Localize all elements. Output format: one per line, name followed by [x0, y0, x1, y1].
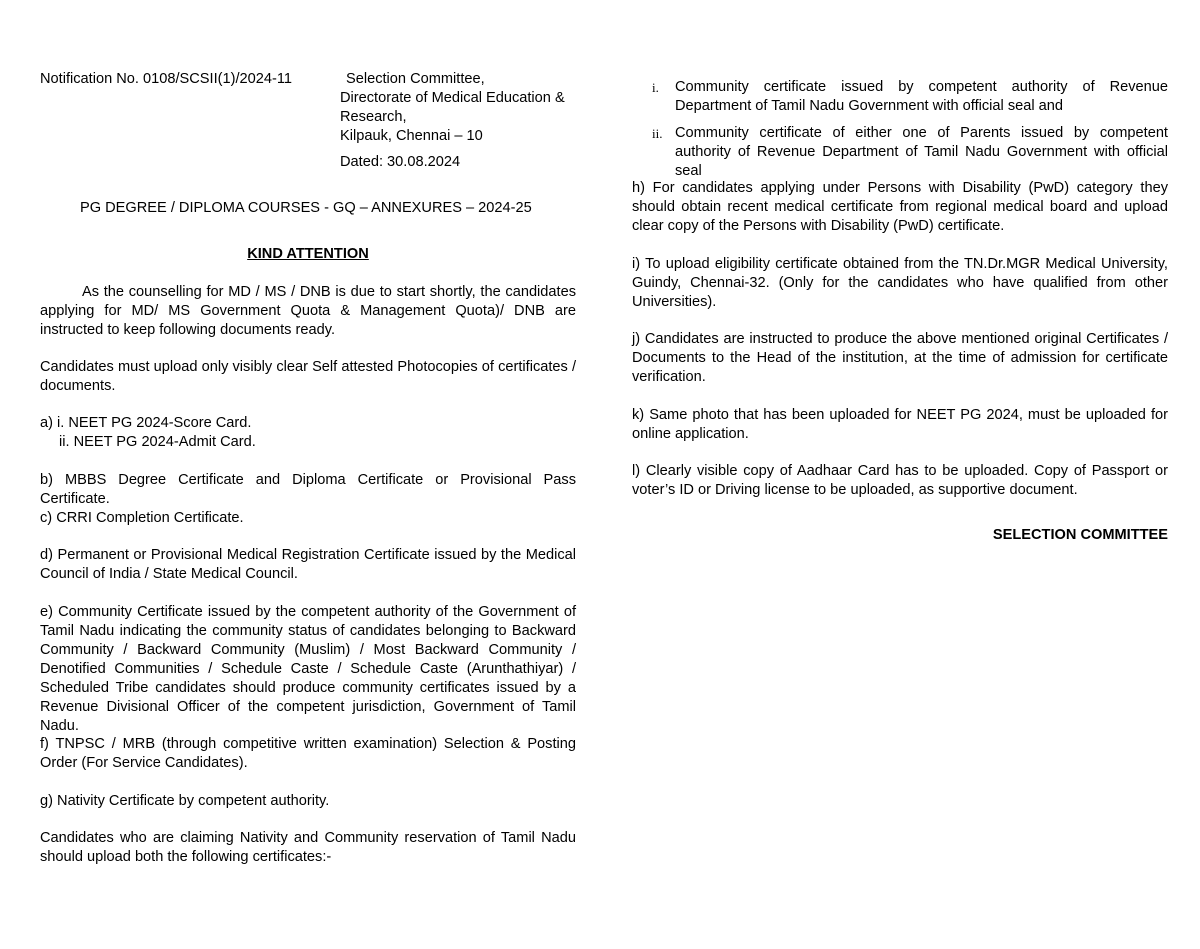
issuer-line: Research, [340, 109, 407, 125]
item-l: l) Clearly visible copy of Aadhaar Card has to be uploaded. Copy of Passport or voter’s ID or Driving license to be uploaded, as supportive document. [632, 463, 1168, 498]
item-j: j) Candidates are instructed to produce the above mentioned original Certificates / Documents to the Head of the institution, at the time of admission for certificate verification. [632, 331, 1168, 385]
item-h: h) For candidates applying under Persons with Disability (PwD) category they should obtain recent medical certificate from regional medical board and upload clear copy of the Persons with Disability (PwD) certificate. [632, 180, 1168, 234]
upload-note: Candidates must upload only visibly clear Self attested Photocopies of certificates / documents. [40, 359, 576, 394]
item-b: b) MBBS Degree Certificate and Diploma Certificate or Provisional Pass Certificate. [40, 472, 576, 507]
item-d: d) Permanent or Provisional Medical Registration Certificate issued by the Medical Council of India / State Medical Council. [40, 547, 576, 582]
kind-attention-heading: KIND ATTENTION [247, 246, 369, 262]
issuer-line: Directorate of Medical Education & [340, 90, 565, 106]
item-e: e) Community Certificate issued by the competent authority of the Government of Tamil Nadu indicating the community status of candidates belonging to Backward Community / Backward Community (Muslim) / Most Backward Community / Denotified Communities / Schedule Caste / Schedule Caste (Arunthathiyar) / Scheduled Tribe candidates should produce community certificates issued by a Revenue Divisional Officer of the competent jurisdiction, Government of Tamil Nadu. [40, 604, 576, 734]
signature-block: SELECTION COMMITTEE [992, 527, 1168, 543]
issuer-line: Kilpauk, Chennai – 10 [340, 128, 483, 144]
sub-item-i-text: Community certificate issued by competent authority of Revenue Department of Tamil Nadu Government with official seal and [675, 79, 1168, 114]
item-k: k) Same photo that has been uploaded for NEET PG 2024, must be uploaded for online application. [632, 407, 1168, 442]
dated-line: Dated: 30.08.2024 [340, 154, 461, 170]
document-title: PG DEGREE / DIPLOMA COURSES - GQ – ANNEXURES – 2024-25 [80, 200, 532, 216]
item-a-i: a) i. NEET PG 2024-Score Card. [40, 415, 252, 431]
item-a [40, 414, 576, 452]
intro-paragraph: As the counselling for MD / MS / DNB is due to start shortly, the candidates applying for MD/ MS Government Quota & Management Quota)/ DNB are instructed to keep following documents ready. [40, 284, 576, 338]
nativity-note: Candidates who are claiming Nativity and Community reservation of Tamil Nadu should upload both the following certificates:- [40, 830, 576, 865]
sub-item-ii-number: ii. [652, 126, 663, 141]
issuer-line: Selection Committee, [346, 71, 485, 87]
item-a-ii: ii. NEET PG 2024-Admit Card. [59, 434, 256, 450]
item-f: f) TNPSC / MRB (through competitive written examination) Selection & Posting Order (For Service Candidates). [40, 736, 576, 771]
item-i: i) To upload eligibility certificate obtained from the TN.Dr.MGR Medical University, Guindy, Chennai-32. (Only for the candidates who have qualified from other Universities). [632, 256, 1168, 310]
notification-number: Notification No. 0108/SCSII(1)/2024-11 [40, 71, 293, 87]
item-g: g) Nativity Certificate by competent authority. [40, 793, 330, 809]
sub-item-i-number: i. [652, 80, 659, 95]
sub-item-ii-text: Community certificate of either one of Parents issued by competent authority of Revenue Department of Tamil Nadu Government with official seal [675, 125, 1168, 179]
issuer-address [340, 70, 576, 146]
item-c: c) CRRI Completion Certificate. [40, 510, 244, 526]
